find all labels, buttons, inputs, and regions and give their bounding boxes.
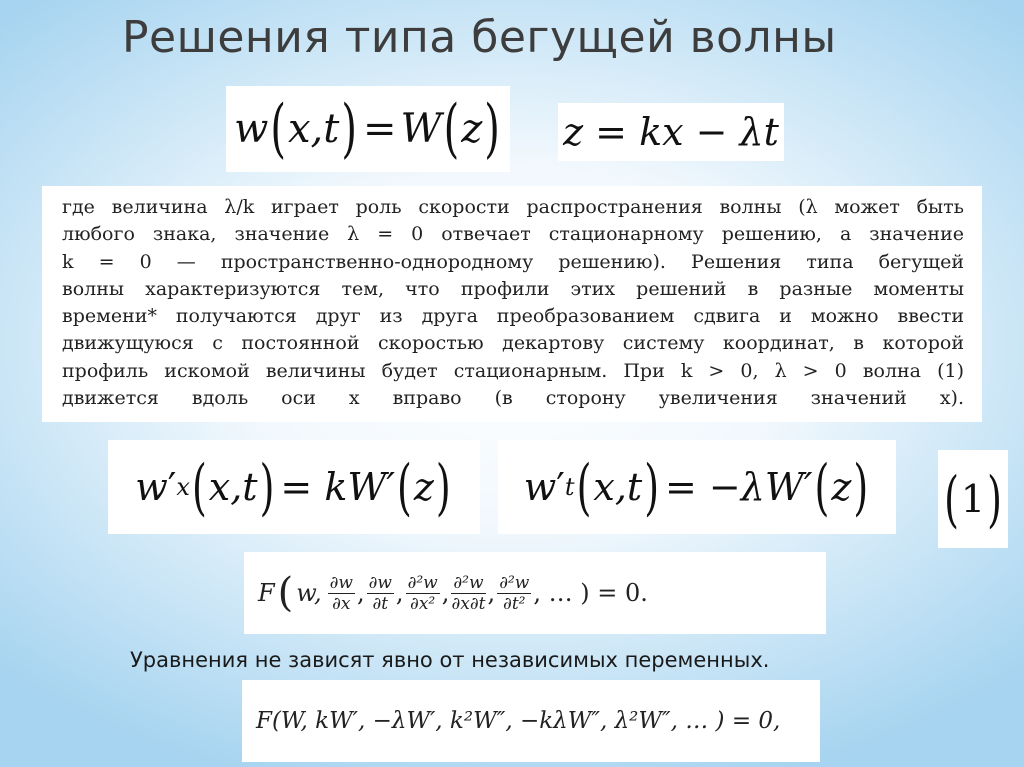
paragraph-line: k = 0 — пространственно-однородному решению). Решения типа бегущей [62,250,964,273]
paragraph-line: профиль искомой величины будет стационарным. При k > 0, λ > 0 волна (1) [62,359,964,382]
fraction: $\frac{\text{∂²w}}{\text{∂x²}}$ [407,572,438,614]
formula-wt-box: w ′ t ( x,t ) = −λW′ ( z ) [498,440,896,534]
formula-F1-tail: , … ) = 0. [533,579,648,607]
formula-wt-rhs-arg: z [831,465,852,509]
formula-wx-box: w ′ x ( x,t ) = kW′ ( z ) [108,440,480,534]
paragraph-line: времени* получаются друг из друга преобразованием сдвига и можно ввести [62,305,964,328]
fraction: $\frac{\partial w}{\partial x}$ [329,572,353,614]
formula-wx-rhs-arg: z [413,465,434,509]
formula-F1-w: w, [296,579,322,607]
formula-wt-args: x,t [593,465,643,509]
formula-F1-box: F ( w, $\frac{\partial w}{\partial x}$ , $\frac{\partial w}{\partial t}$ , $\frac{\text{∂²w}}{\text{∂x²}}$ , $\frac{\text{∂²w}}{\partial x\partial t}$ , $\frac{\text{∂²w}}{\text{∂t²}}$ , … ) = 0. [244,552,826,634]
formula-wt-lhs: w [523,465,557,509]
formula-wx-prime: ′ [167,465,177,509]
caption-text: Уравнения не зависят явно от независимых переменных. [130,648,770,672]
formula-w-args: x,t [287,106,340,152]
formula-F2-box [242,680,820,762]
formula-w-rhs-arg: z [461,106,483,152]
paragraph-line: любого знака, значение λ = 0 отвечает стационарному решению, а значение [62,223,964,246]
formula-z: z = kx − λt [563,110,779,154]
equation-number: 1 [960,477,986,521]
paragraph-line: движется вдоль оси x вправо (в сторону увеличения значений x). [62,387,964,410]
fraction: $\frac{\partial w}{\partial t}$ [368,572,392,614]
formula-wx-sub: x [176,473,190,501]
formula-F2: F(W, kW′, −λW′, k²W″, −kλW″, λ²W″, … ) = 0, [256,708,781,734]
equation-number-box: ( 1 ) [938,450,1008,548]
formula-w-lhs: w [234,106,269,152]
paragraph-line: где величина λ/k играет роль скорости распространения волны (λ может быть [62,196,964,218]
formula-wx-rhs: = kW′ [280,465,396,509]
fraction: $\frac{\text{∂²w}}{\partial x\partial t}$ [451,572,486,614]
formula-z-box [558,103,784,161]
fraction: $\frac{\text{∂²w}}{\text{∂t²}}$ [499,572,530,614]
formula-F1-head: F [258,579,275,607]
formula-wt-rhs: = −λW′ [665,465,813,509]
paragraph-line: движущуюся с постоянной скоростью декартову систему координат, в которой [62,332,964,355]
formula-wx-args: x,t [208,465,258,509]
formula-wx-lhs: w [135,465,168,509]
formula-w-eq: = [362,106,397,152]
formula-wt-prime: ′ [556,465,565,509]
formula-wt-sub: t [564,473,575,501]
slide-title: Решения типа бегущей волны [122,12,837,63]
formula-w-rhs: W [400,106,442,152]
paragraph-line: волны характеризуются тем, что профили этих решений в разные моменты [62,277,964,300]
description-paragraph [42,186,982,422]
formula-w-box: w ( x,t ) = W ( z ) [226,86,510,172]
